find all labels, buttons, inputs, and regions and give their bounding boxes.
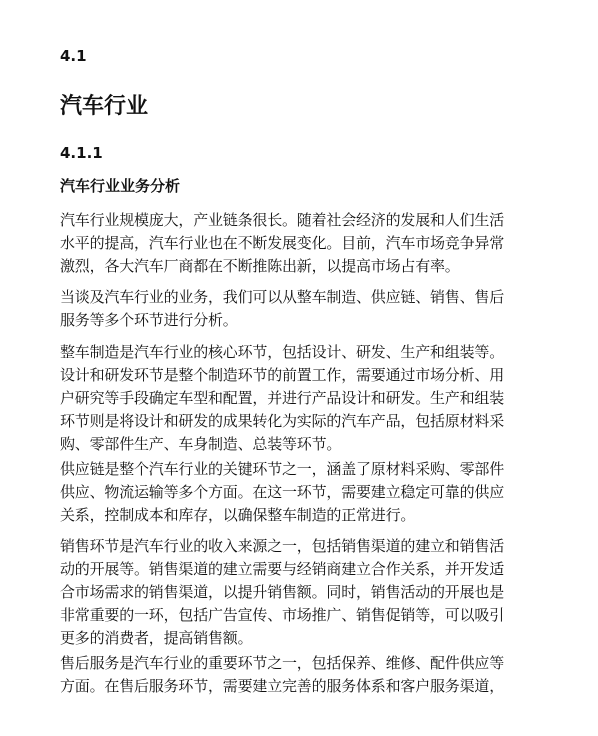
section-number: 4.1 — [60, 47, 87, 65]
paragraph-line: 合市场需求的销售渠道，以提升销售额。同时，销售活动的开展也是 — [60, 583, 505, 601]
paragraph-line: 设计和研发环节是整个制造环节的前置工作，需要通过市场分析、用 — [60, 366, 505, 384]
paragraph-line: 环节则是将设计和研发的成果转化为实际的汽车产品，包括原材料采 — [60, 412, 505, 430]
subsection-title: 汽车行业业务分析 — [60, 177, 181, 195]
paragraph-after-sales — [60, 652, 538, 698]
paragraph-line: 整车制造是汽车行业的核心环节，包括设计、研发、生产和组装等。 — [60, 343, 505, 361]
paragraph-manufacturing — [60, 341, 538, 456]
paragraph-line: 户研究等手段确定车型和配置，并进行产品设计和研发。生产和组装 — [60, 389, 505, 407]
paragraph-line: 激烈，各大汽车厂商都在不断推陈出新，以提高市场占有率。 — [60, 257, 460, 275]
paragraph-overview — [60, 209, 538, 278]
paragraph-line: 关系，控制成本和库存，以确保整车制造的正常进行。 — [60, 506, 416, 524]
section-title: 汽车行业 — [60, 94, 149, 119]
paragraph-line: 更多的消费者，提高销售额。 — [60, 629, 253, 647]
paragraph-line: 售后服务是汽车行业的重要环节之一，包括保养、维修、配件供应等 — [60, 654, 505, 672]
paragraph-business-intro — [60, 286, 538, 332]
paragraph-line: 汽车行业规模庞大，产业链条很长。随着社会经济的发展和人们生活 — [60, 211, 505, 229]
paragraph-supply-chain — [60, 458, 538, 527]
subsection-number: 4.1.1 — [60, 144, 103, 162]
paragraph-line: 购、零部件生产、车身制造、总装等环节。 — [60, 435, 342, 453]
paragraph-line: 销售环节是汽车行业的收入来源之一，包括销售渠道的建立和销售活 — [60, 537, 505, 555]
paragraph-line: 供应链是整个汽车行业的关键环节之一，涵盖了原材料采购、零部件 — [60, 460, 505, 478]
paragraph-line: 非常重要的一环，包括广告宣传、市场推广、销售促销等，可以吸引 — [60, 606, 505, 624]
paragraph-line: 动的开展等。销售渠道的建立需要与经销商建立合作关系，并开发适 — [60, 560, 505, 578]
paragraph-line: 水平的提高，汽车行业也在不断发展变化。目前，汽车市场竞争异常 — [60, 234, 505, 252]
paragraph-line: 服务等多个环节进行分析。 — [60, 311, 238, 329]
paragraph-line: 当谈及汽车行业的业务，我们可以从整车制造、供应链、销售、售后 — [60, 288, 505, 306]
paragraph-line: 供应、物流运输等多个方面。在这一环节，需要建立稳定可靠的供应 — [60, 483, 505, 501]
paragraph-line: 方面。在售后服务环节，需要建立完善的服务体系和客户服务渠道， — [60, 677, 505, 695]
paragraph-sales — [60, 535, 538, 650]
